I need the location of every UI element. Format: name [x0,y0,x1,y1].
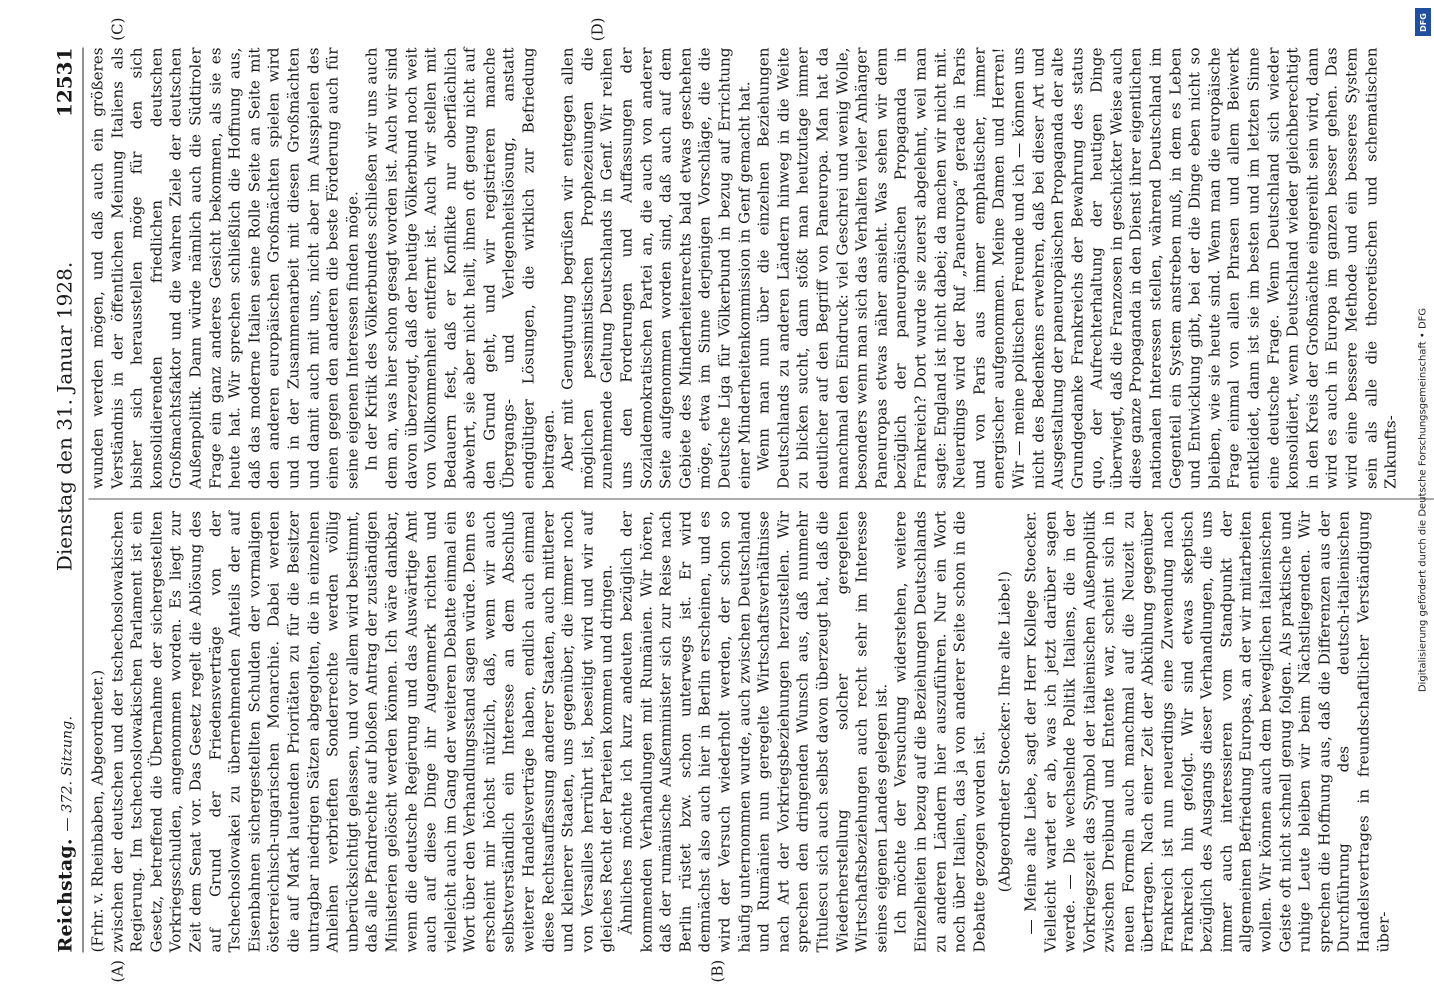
speaker-line: (Frhr. v. Rheinbaben, Abgeordneter.) [88,669,107,953]
header-left [55,716,77,953]
paragraph: Wenn man nun über die einzelnen Beziehungen Deutschlands zu anderen Ländern hinweg in die Weite zu blicken sucht, dann stößt man heutzutage immer deutlicher auf den Begriff von Paneuropa. Man hat da manchmal den Eindruck: viel Geschrei und wenig Wolle, besonders wenn man sich das Verhalten vieler Anhänger Paneuropas etwas näher ansieht. Was sehen wir denn bezüglich der paneuropäischen Propaganda in Frankreich? Dort wurde sie zuerst abgelehnt, weil man sagte: England ist nicht dabei; da machen wir nicht mit. Neuerdings wird der Ruf „Paneuropa“ gerade in Paris und von Paris aus immer emphatischer, immer energischer aufgenommen. Meine Damen und Herren! Wir — meine politischen Freunde und ich — können uns nicht des Bedenkens erwehren, daß bei dieser Art und Ausgestaltung der paneuropäischen Propaganda der alte Grundgedanke Frankreichs der Bewahrung des status quo, der Aufrechterhaltung der heutigen Dinge überwiegt, daß die Franzosen in geschickter Weise auch diese ganze Propaganda in den Dienst ihrer eigentlichen nationalen Interessen stellen, während Deutschland im Gegenteil ein System anstreben muß, in dem es Leben und Entwicklung gibt, bei der die Dinge eben nicht so bleiben, wie sie heute sind. Wenn man die europäische Frage einmal von allen Phrasen und allem Beiwerk entkleidet, dann ist sie im besten und im letzten Sinne eine deutsche Frage. Wenn Deutschland sich wieder konsolidiert, wenn Deutschland wieder gleichberechtigt in den Kreis der Großmächte eingereiht sein wird, dann wird es auch in Europa im ganzen besser gehen. Das wird eine bessere Methode und ein besseres System sein als alle die theoretischen und schematischen Zukunfts- [754,47,1400,489]
paragraph: Ich möchte der Versuchung widerstehen, weitere Einzelheiten in bezug auf die Beziehungen Deutschlands zu anderen Ländern hier auszuführen. Nur ein Wort noch über Italien, das ja von anderer Seite schon in die Debatte gezogen worden ist. [891,511,989,953]
margin-marker-c: (C) [108,17,127,41]
page-number: 12531 [52,47,77,118]
running-header [53,48,84,953]
header-session: — 372. Sitzung. [59,715,76,832]
paragraph: zwischen der deutschen und der tschechoslowakischen Regierung. Im tschechoslowakischen Parlament ist ein Gesetz, betreffend die Übernahme der sichergestellten Vorkriegsschulden, angenommen worden. Es liegt zur Zeit dem Senat vor. Das Gesetz regelt die Ablösung des auf Grund der Friedensverträge von der Tschechoslowakei zu übernehmenden Anteils der auf Eisenbahnen sichergestellten Schulden der vormaligen österreichisch-ungarischen Monarchie. Dabei werden die auf Mark lautenden Prioritäten zu für die Besitzer untragbar niedrigen Sätzen abgegolten, die in einzelnen Anleihen verbrieften Sonderrechte werden völlig unberücksichtigt gelassen, und vor allem wird bestimmt, daß alle Pfandrechte auf bloßen Antrag der zuständigen Ministerien gelöscht werden können. Ich wäre dankbar, wenn die deutsche Regierung und das Auswärtige Amt auch auf diese Dinge ihr Augenmerk richten und vielleicht auch im Gang der weiteren Debatte einmal ein Wort über den Verhandlungsstand sagen würde. Denn es erscheint mir höchst nützlich, daß, wenn wir auch selbstverständlich ein Interesse an dem Abschluß weiterer Handelsverträge haben, endlich auch einmal diese Rechtsauffassung anderer Staaten, auch mittlerer und kleinerer Staaten, uns gegenüber, die immer noch von Versailles herrührt ist, beseitigt wird und wir auf gleiches Recht der Parteien kommen und dringen. [108,511,616,953]
paragraph: Ähnliches möchte ich kurz andeuten bezüglich der kommenden Verhandlungen mit Rumänien. Wir hören, daß der rumänische Außenminister sich zur Reise nach Berlin rüstet bzw. schon unterwegs ist. Er wird demnächst also auch hier in Berlin erscheinen, und es wird der Versuch wiederholt werden, der schon so häufig unternommen wurde, auch zwischen Deutschland und Rumänien nun geregelte Wirtschaftsverhältnisse nach Art der Vorkriegsbeziehungen herzustellen. Wir sprechen den dringenden Wunsch aus, daß nunmehr Titulescu sich auch selbst davon überzeugt hat, daß die Wiederherstellung solcher geregelten Wirtschaftsbeziehungen auch recht sehr im Interesse seines eigenen Landes gelegen ist. [617,511,891,953]
header-title: Reichstag. [54,838,77,953]
side-credit [1412,0,1434,1000]
margin-marker-d: (D) [588,17,607,42]
margin-marker-a: (A) [108,959,127,983]
margin-marker-b: (B) [708,959,727,983]
dfg-logo-text: DFG [1418,12,1428,32]
header-date: Dienstag den 31. Januar 1928. [52,261,77,572]
paragraph: wunden werden mögen, und daß auch ein größeres Verständnis in der öffentlichen Meinung Italiens als bisher sich herausstellen möge für den sich konsolidierenden friedlichen deutschen Großmachtsfaktor und die wahren Ziele der deutschen Außenpolitik. Dann würde nämlich auch die Südtiroler Frage ein ganz anderes Gesicht bekommen, als sie es heute hat. Wir sprechen schließlich die Hoffnung aus, daß das moderne Italien seine Rolle Seite an Seite mit den anderen europäischen Großmächten spielen wird und in der Zusammenarbeit mit diesen Großmächten und damit auch mit uns, nicht aber im Ausspielen des einen gegen den anderen die beste Förderung auch für seine eigenen Interessen finden möge. [88,47,362,489]
left-column [88,511,1434,983]
dfg-logo [1415,8,1431,36]
paragraph: In der Kritik des Völkerbundes schließen wir uns auch dem an, was hier schon gesagt worden ist. Auch wir sind davon überzeugt, daß der heutige Völkerbund noch weit von Vollkommenheit entfernt ist. Auch wir stellen mit Bedauern fest, daß er Konflikte nur oberflächlich abwehrt, sie aber nicht heilt, ihnen oft genug nicht auf den Grund geht, und wir registrieren manche Übergangs- und Verlegenheitslösung, anstatt endgültiger Lösungen, die wirklich zur Befriedung beitragen. [362,47,558,489]
paragraph: — Meine alte Liebe, sagt der Herr Kollege Stoecker. Vielleicht wartet er ab, was ich jetzt darüber sagen werde. — Die wechselnde Politik Italiens, die in der Vorkriegszeit das Symbol der italienischen Außenpolitik zwischen Dreibund und Entente war, scheint sich in neuen Formeln auch manchmal auf die Neuzeit zu übertragen. Nach einer Zeit der Abkühlung gegenüber Frankreich ist nun neuerdings eine Zuwendung nach Frankreich hin gefolgt. Wir sind etwas skeptisch bezüglich des Ausgangs dieser Verhandlungen, die uns immer auch interessieren vom Standpunkt der allgemeinen Befriedung Europas, an der wir mitarbeiten wollen. Wir können auch dem beweglichen italienischen Geiste oft nicht schnell genug folgen. Als praktische und ruhige Leute bleiben wir beim Nächstliegenden. Wir sprechen die Hoffnung aus, daß die Differenzen aus der Durchführung des deutsch-italienischen Handelsvertrages in freundschaftlicher Verständigung über- [1021,511,1393,953]
interjection: (Abgeordneter Stoecker: Ihre alte Liebe!) [995,571,1014,893]
credit-text: Digitalisierung gefördert durch die Deutsche Forschungsgemeinschaft • DFG [1417,307,1429,693]
paragraph: Aber mit Genugtuung begrüßen wir entgegen allen möglichen pessimistischen Prophezeiungen die zunehmende Geltung Deutschlands in Genf. Wir reihen uns den Forderungen und Auffassungen der Sozialdemokratischen Partei an, die auch von anderer Seite aufgenommen worden sind, daß auch auf dem Gebiete des Minderheitenrechts bald etwas geschehen möge, etwa im Sinne derjenigen Vorschläge, die die Deutsche Liga für Völkerbund in bezug auf Errichtung einer Minderheitenkommission in Genf gemacht hat. [558,47,754,489]
